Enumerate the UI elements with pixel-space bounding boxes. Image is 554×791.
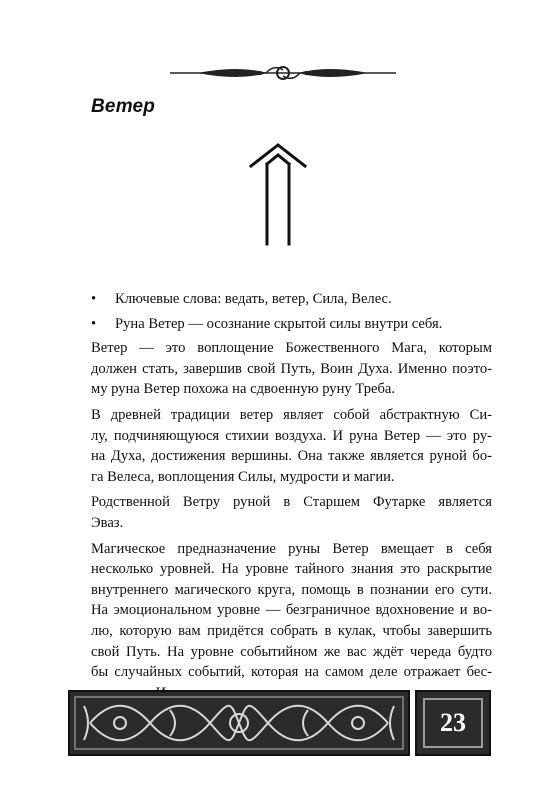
text-line: Родственной Ветру руной в Старшем Футарке является [91,494,492,511]
text-line: На эмоциональном уровне — безграничное вдохновение и во- [91,602,492,619]
list-item [91,314,492,335]
bullet-icon: • [91,291,97,307]
text-line: бы случайных событий, которая на самом деле отражает бес- [91,664,492,681]
text-line: му руна Ветер похожа на сдвоенную руну Треба. [91,381,396,398]
paragraph-1 [91,338,492,400]
paragraph-3 [91,492,492,533]
bullet-text: Ключевые слова: ведать, ветер, Сила, Велес. [115,291,392,307]
list-item [91,289,492,310]
page-number: 23 [423,698,483,748]
bullet-text: Руна Ветер — осознание скрытой силы внутри себя. [115,315,443,332]
text-line: свой Путь. На уровне событийном же вас ждёт череда будто [91,643,492,660]
celtic-knot-ornament-icon [70,692,408,754]
paragraph-4 [91,539,492,704]
top-ornament-divider [168,62,398,84]
text-line: Эваз. [91,514,124,531]
paragraph-2 [91,405,492,487]
keyword-list [91,289,492,334]
text-line: га Велеса, воплощения Силы, мудрости и магии. [91,468,395,485]
text-line: несколько уровней. На уровне тайного знания это раскрытие [91,561,492,578]
footer-knotwork-band [68,690,410,756]
section-heading: Ветер [91,96,156,117]
body-text [91,289,492,708]
text-line: В древней традиции ветер являет собой абстрактную Си- [91,406,492,423]
text-line: внутреннего магического круга, помощь в познании его сути. [91,581,492,598]
page-number-box [415,690,491,756]
bullet-icon: • [91,315,97,332]
text-line: Магическое предназначение руны Ветер вмещает в себя [91,540,492,557]
text-line: Ветер — это воплощение Божественного Мага, которым [91,340,492,357]
text-line: должен стать, завершив свой Путь, Воин Духа. Именно поэто- [91,360,492,377]
wind-rune-double-arrow-icon [248,142,308,246]
text-line: лу, подчиняющуюся стихии воздуха. И руна Ветер — это ру- [91,427,492,444]
text-line: на Духа, достижения вершины. Она также является руной бо- [91,448,492,465]
text-line: лю, которую вам придётся собрать в кулак, чтобы завершить [91,622,492,639]
